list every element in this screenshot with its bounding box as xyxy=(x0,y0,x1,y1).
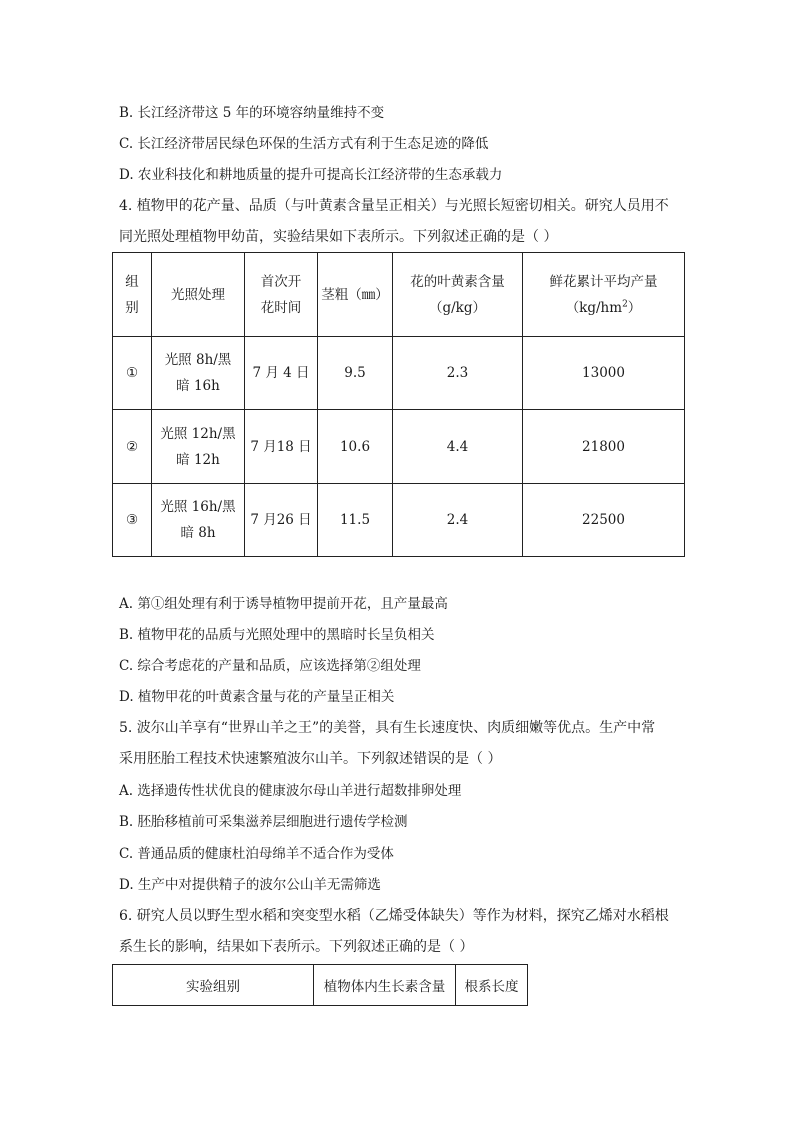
row-stem: 10.6 xyxy=(318,410,393,484)
q3-option-c: C. 长江经济带居民绿色环保的生活方式有利于生态足迹的降低 xyxy=(119,136,489,152)
row-light: 光照 16h/黑 暗 8h xyxy=(152,484,245,557)
header-auxin: 植物体内生长素含量 xyxy=(314,965,456,1006)
row-light: 光照 8h/黑 暗 16h xyxy=(152,337,245,410)
header-root: 根系长度 xyxy=(456,965,528,1006)
q4-results-table xyxy=(112,252,685,557)
q4-stem-line1: 4. 植物甲的花产量、品质（与叶黄素含量呈正相关）与光照长短密切相关。研究人员用不 xyxy=(119,198,669,214)
header-lutein: 花的叶黄素含量 （g/kg） xyxy=(393,253,523,337)
q5-option-c: C. 普通品质的健康杜泊母绵羊不适合作为受体 xyxy=(119,846,394,862)
row-group: ③ xyxy=(113,484,152,557)
table-row xyxy=(113,337,685,410)
q3-option-d: D. 农业科技化和耕地质量的提升可提高长江经济带的生态承载力 xyxy=(119,167,503,183)
row-lutein: 2.3 xyxy=(393,337,523,410)
q6-stem-line1: 6. 研究人员以野生型水稻和突变型水稻（乙烯受体缺失）等作为材料，探究乙烯对水稻根 xyxy=(119,908,669,924)
row-yield: 22500 xyxy=(523,484,685,557)
row-time: 7 月26 日 xyxy=(245,484,318,557)
header-flower-time: 首次开 花时间 xyxy=(245,253,318,337)
q3-option-b: B. 长江经济带这 5 年的环境容纳量维持不变 xyxy=(119,105,385,121)
q6-results-table xyxy=(112,964,528,1006)
q5-option-a: A. 选择遗传性状优良的健康波尔母山羊进行超数排卵处理 xyxy=(119,783,462,799)
table-row xyxy=(113,484,685,557)
q5-option-d: D. 生产中对提供精子的波尔公山羊无需筛选 xyxy=(119,877,381,893)
q4-option-c: C. 综合考虑花的产量和品质，应该选择第②组处理 xyxy=(119,658,421,674)
row-time: 7 月 4 日 xyxy=(245,337,318,410)
header-group: 组 别 xyxy=(113,253,152,337)
row-yield: 13000 xyxy=(523,337,685,410)
row-stem: 11.5 xyxy=(318,484,393,557)
row-stem: 9.5 xyxy=(318,337,393,410)
row-lutein: 4.4 xyxy=(393,410,523,484)
q5-option-b: B. 胚胎移植前可采集滋养层细胞进行遗传学检测 xyxy=(119,814,408,830)
q5-stem-line2: 采用胚胎工程技术快速繁殖波尔山羊。下列叙述错误的是（ ） xyxy=(119,751,502,767)
q5-stem-line1: 5. 波尔山羊享有“世界山羊之王”的美誉，具有生长速度快、肉质细嫩等优点。生产中常 xyxy=(119,720,656,736)
row-group: ① xyxy=(113,337,152,410)
row-light: 光照 12h/黑 暗 12h xyxy=(152,410,245,484)
row-time: 7 月18 日 xyxy=(245,410,318,484)
header-stem: 茎粗（㎜） xyxy=(318,253,393,337)
row-yield: 21800 xyxy=(523,410,685,484)
q4-option-a: A. 第①组处理有利于诱导植物甲提前开花，且产量最高 xyxy=(119,596,448,612)
q4-option-b: B. 植物甲花的品质与光照处理中的黑暗时长呈负相关 xyxy=(119,627,435,643)
table-header-row xyxy=(113,965,528,1006)
row-group: ② xyxy=(113,410,152,484)
q4-stem-line2: 同光照处理植物甲幼苗，实验结果如下表所示。下列叙述正确的是（ ） xyxy=(119,229,558,245)
row-lutein: 2.4 xyxy=(393,484,523,557)
header-group: 实验组别 xyxy=(113,965,314,1006)
q6-stem-line2: 系生长的影响，结果如下表所示。下列叙述正确的是（ ） xyxy=(119,939,474,955)
header-light: 光照处理 xyxy=(152,253,245,337)
table-row xyxy=(113,410,685,484)
header-yield: 鲜花累计平均产量 $(kg/hm^2)$ xyxy=(523,253,685,337)
q4-option-d: D. 植物甲花的叶黄素含量与花的产量呈正相关 xyxy=(119,689,395,705)
table-header-row xyxy=(113,253,685,337)
